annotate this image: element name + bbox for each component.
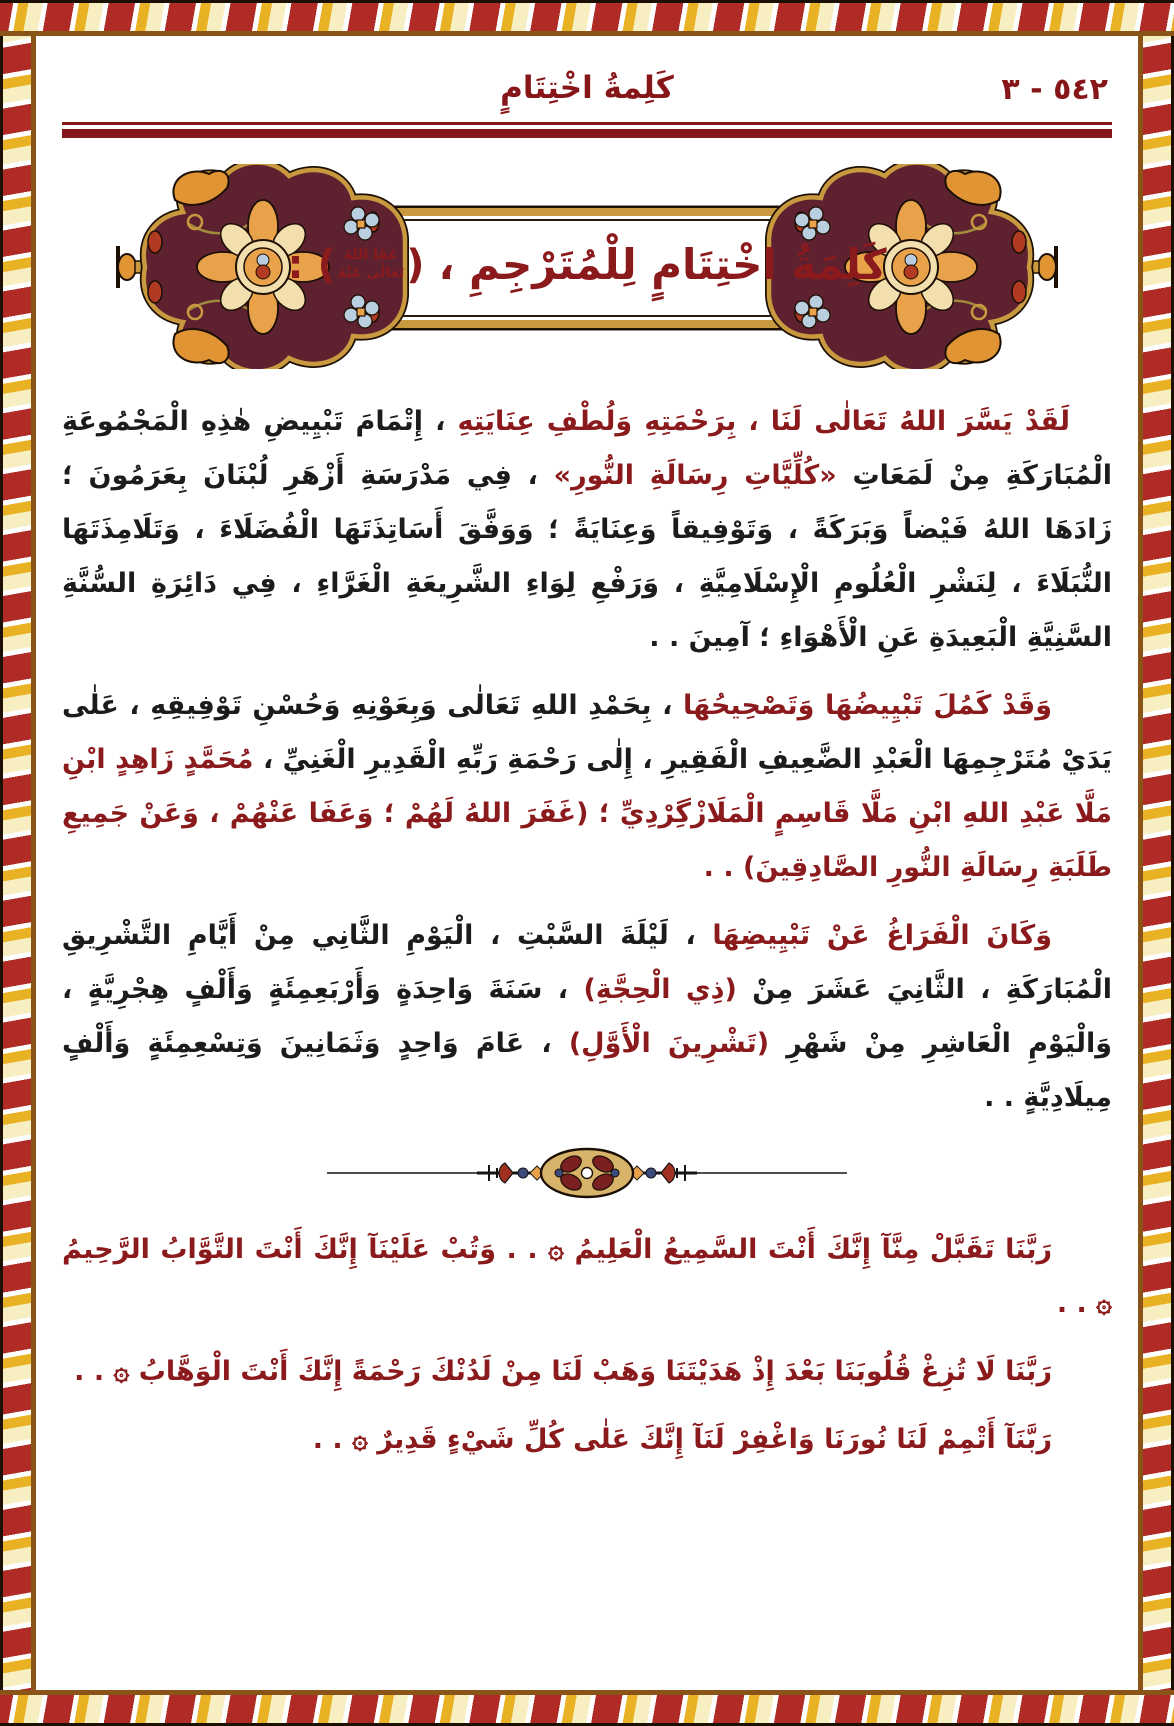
divider-medallion bbox=[541, 1149, 633, 1197]
text-run: رَبَّنَا تَقَبَّلْ مِنَّآ إِنَّكَ أَنْتَ السَّمِيعُ الْعَلِيمُ ۞ . . وَتُبْ عَلَيْنَآ إِنَّكَ أَنْتَ التَّوَّابُ الرَّحِيمُ ۞ . . bbox=[62, 1234, 1112, 1319]
text-run: رَبَّنَا لَا تُزِغْ قُلُوبَنَا بَعْدَ إِذْ هَدَيْتَنَا وَهَبْ لَنَا مِنْ لَدُنْكَ رَحْمَةً إِنَّكَ أَنْتَ الْوَهَّابُ ۞ . . bbox=[74, 1356, 1052, 1387]
header-rule-thick bbox=[62, 129, 1112, 138]
text-run: وَقَدْ كَمُلَ تَبْيِيضُهَا وَتَصْحِيحُهَا bbox=[683, 690, 1052, 721]
chain-border-icon-top bbox=[0, 0, 1174, 36]
text-run: رَبَّنَآ أَتْمِمْ لَنَا نُورَنَا وَاغْفِرْ لَنَآ إِنَّكَ عَلٰى كُلِّ شَيْءٍ قَدِيرٌ ۞ . . bbox=[312, 1424, 1052, 1455]
header-rule-thin bbox=[62, 122, 1112, 125]
chain-border-icon-right bbox=[1138, 0, 1174, 1726]
running-head-title: كَلِمةُ اخْتِتَامٍ bbox=[500, 70, 674, 106]
seal-line-1: عَفَا اللهُ bbox=[343, 247, 398, 263]
paragraph-2 bbox=[62, 679, 1112, 895]
prayer-3 bbox=[62, 1413, 1112, 1467]
translator-blessing-seal bbox=[317, 241, 425, 288]
banner-colon: : bbox=[287, 241, 304, 288]
chain-border-icon-bottom bbox=[0, 1690, 1174, 1726]
page-content bbox=[36, 36, 1138, 1690]
text-run: مُحَمَّدٍ زَاهِدٍ ابْنِ مَلَّا عَبْدِ اللهِ ابْنِ مَلَّا قَاسِمٍ الْمَلَازْگِرْدِيِّ ؛ (غَفَرَ اللهُ لَهُمْ ؛ وَعَفَا عَنْهُمْ ، وَعَنْ جَمِيعِ طَلَبَةِ رِسَالَةِ النُّورِ الصَّادِقِينَ) . . bbox=[62, 744, 1112, 883]
text-run: ، إِتْمَامَ تَبْيِيضِ هٰذِهِ الْمَجْمُوعَةِ الْمُبَارَكَةِ مِنْ لَمَعَاتِ bbox=[62, 406, 1112, 491]
text-run: ، سَنَةَ وَاحِدَةٍ وَأَرْبَعِمِئَةٍ وَأَلْفٍ هِجْرِيَّةٍ ، وَالْيَوْمِ الْعَاشِرِ مِنْ شَهْرِ bbox=[62, 974, 1112, 1059]
banner-title: كَلِمَةُ اخْتِتَامٍ لِلْمُتَرْجِمِ ، bbox=[438, 240, 887, 289]
text-run: ، عَامَ وَاحِدٍ وَثَمَانِينَ وَتِسْعِمِئَةٍ وَأَلْفٍ مِيلَادِيَّةٍ . . bbox=[62, 1028, 1112, 1113]
text-run: ، لَيْلَةَ السَّبْتِ ، الْيَوْمِ الثَّانِي مِنْ أَيَّامِ التَّشْرِيقِ الْمُبَارَكَةِ ، الثَّانِيَ عَشَرَ مِنْ bbox=[62, 920, 1112, 1005]
page-header bbox=[62, 60, 1112, 112]
paragraph-3 bbox=[62, 909, 1112, 1125]
text-run: (تَشْرِينَ الْأَوَّلِ) bbox=[568, 1028, 770, 1059]
body-text bbox=[62, 395, 1112, 1467]
banner-text bbox=[111, 164, 1063, 369]
text-run: (ذِي الْحِجَّةِ) bbox=[583, 974, 737, 1005]
text-run: ، بِحَمْدِ اللهِ تَعَالٰى وَبِعَوْنِهِ وَحُسْنِ تَوْفِيقِهِ ، عَلٰى يَدَيْ مُتَرْجِمِهَا الْعَبْدِ الضَّعِيفِ الْفَقِيرِ ، إِلٰى رَحْمَةِ رَبِّهِ الْقَدِيرِ الْغَنِيِّ ، bbox=[62, 690, 1112, 775]
seal-close-paren: ) bbox=[406, 241, 425, 288]
prayer-1 bbox=[62, 1223, 1112, 1331]
prayer-2 bbox=[62, 1345, 1112, 1399]
text-run: لَقَدْ يَسَّرَ اللهُ تَعَالٰى لَنَا ، بِرَحْمَتِهِ وَلُطْفِ عِنَايَتِهِ bbox=[457, 406, 1070, 437]
seal-line-2: تَعَالٰى عَنْهُ bbox=[337, 264, 405, 281]
page-number: ٥٤٢ - ٣ bbox=[1001, 72, 1108, 107]
chain-border-icon-left bbox=[0, 0, 36, 1726]
text-run: «كُلِّيَّاتِ رِسَالَةِ النُّورِ» bbox=[553, 460, 837, 491]
seal-open-paren: ( bbox=[317, 241, 336, 288]
chapter-banner bbox=[111, 164, 1063, 369]
paragraph-1 bbox=[62, 395, 1112, 665]
text-run: وَكَانَ الْفَرَاغُ عَنْ تَبْيِيضِهَا bbox=[712, 920, 1052, 951]
text-run: ، فِي مَدْرَسَةِ أَزْهَرِ لُبْنَانَ بِعَرَمُونَ ؛ زَادَهَا اللهُ فَيْضاً وَبَرَكَةً ، وَتَوْفِيقاً وَعِنَايَةً ؛ وَوَفَّقَ أَسَاتِذَتَهَا الْفُضَلَاءَ ، وَتَلَامِذَتَهَا النُّبَلَاءَ ، لِنَشْرِ الْعُلُومِ الْإِسْلَامِيَّةِ ، وَرَفْعِ لِوَاءِ الشَّرِيعَةِ الْغَرَّاءِ ، فِي دَائِرَةِ السُّنَّةِ السَّنِيَّةِ الْبَعِيدَةِ عَنِ الْأَهْوَاءِ ؛ آمِينَ . . bbox=[62, 460, 1112, 653]
ornamental-divider-icon bbox=[327, 1145, 847, 1201]
